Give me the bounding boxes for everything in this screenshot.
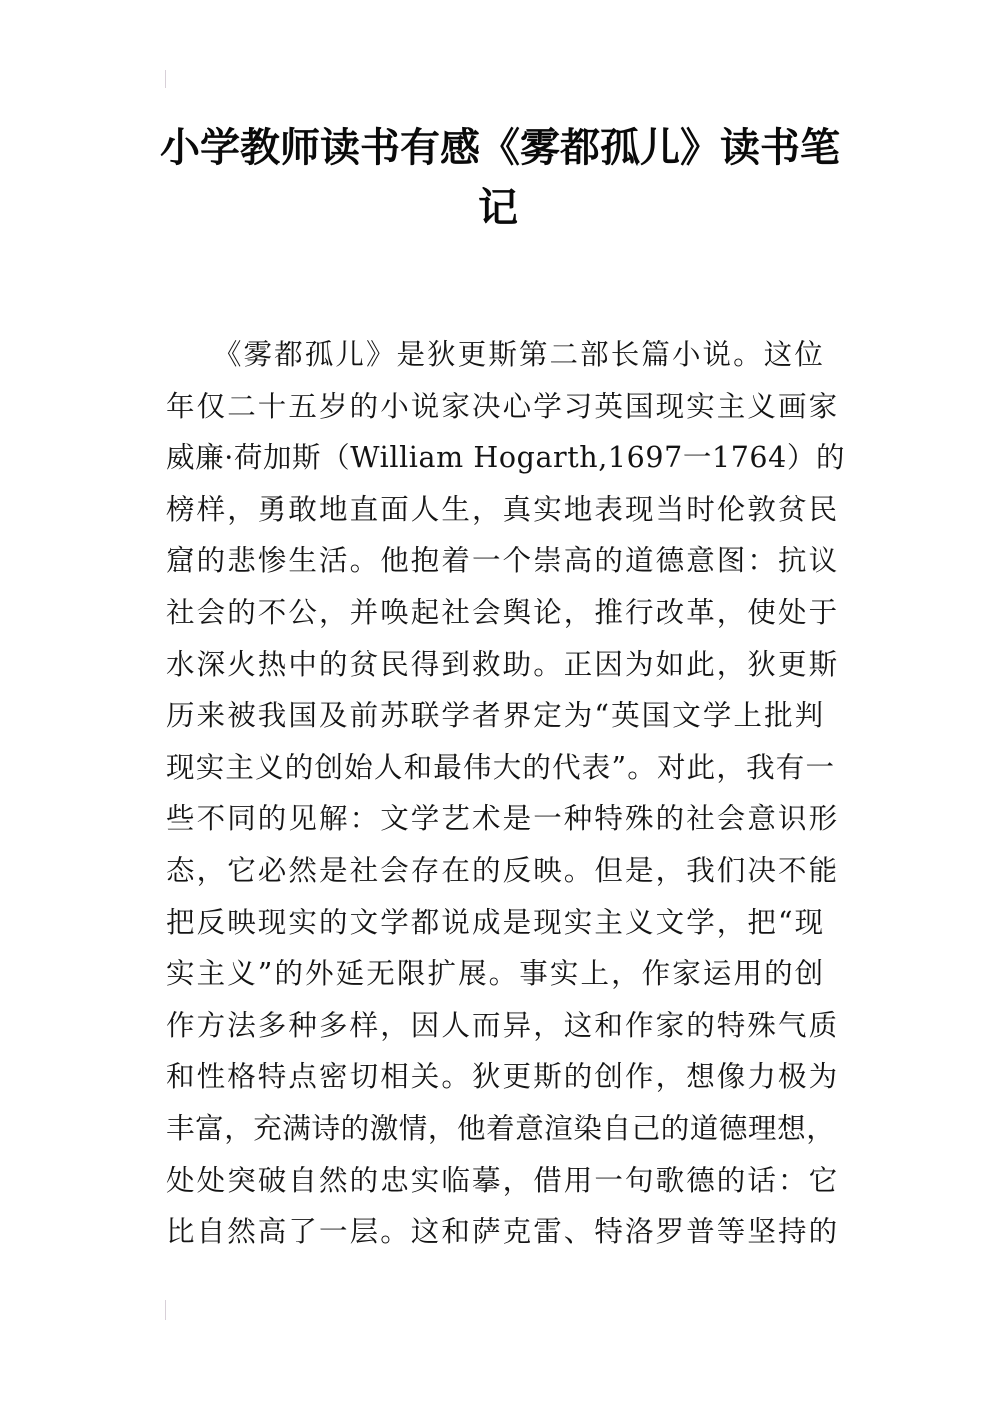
body-line: 实主义”的外延无限扩展。事实上，作家运用的创 [166,957,826,991]
body-line: 社会的不公，并唤起社会舆论，推行改革，使处于 [166,595,840,629]
body-line: 和性格特点密切相关。狄更斯的创作，想像力极为 [166,1060,840,1094]
body-line: 把反映现实的文学都说成是现实主义文学，把“现 [166,905,826,939]
body-line: 年仅二十五岁的小说家决心学习英国现实主义画家 [166,389,840,423]
body-line: 威廉·荷加斯（William Hogarth,1697一1764）的 [166,441,846,475]
crop-mark-bottom [165,1300,166,1320]
body-line: 些不同的见解：文学艺术是一种特殊的社会意识形 [166,802,840,836]
crop-mark-top [165,70,166,88]
title-line: 小学教师读书有感《雾都孤儿》读书笔 [160,125,840,171]
body-line: 作方法多种多样，因人而异，这和作家的特殊气质 [166,1008,840,1042]
body-line: 窟的悲惨生活。他抱着一个崇高的道德意图：抗议 [166,544,840,578]
body-line: 丰富，充满诗的激情，他着意渲染自己的道德理想， [166,1111,836,1145]
page-title [160,118,840,238]
body-line: 比自然高了一层。这和萨克雷、特洛罗普等坚持的 [166,1215,840,1249]
body-line: 榜样，勇敢地直面人生，真实地表现当时伦敦贫民 [166,492,840,526]
body-line: 现实主义的创始人和最伟大的代表”。对此，我有一 [166,750,836,784]
title-line: 记 [478,185,518,231]
body-line: 历来被我国及前苏联学者界定为“英国文学上批判 [166,699,826,733]
body-paragraph [166,329,846,1258]
body-line: 《雾都孤儿》是狄更斯第二部长篇小说。这位 [166,338,825,371]
body-line: 处处突破自然的忠实临摹，借用一句歌德的话：它 [166,1163,840,1197]
body-line: 态，它必然是社会存在的反映。但是，我们决不能 [166,853,840,887]
body-line: 水深火热中的贫民得到救助。正因为如此，狄更斯 [166,647,840,681]
